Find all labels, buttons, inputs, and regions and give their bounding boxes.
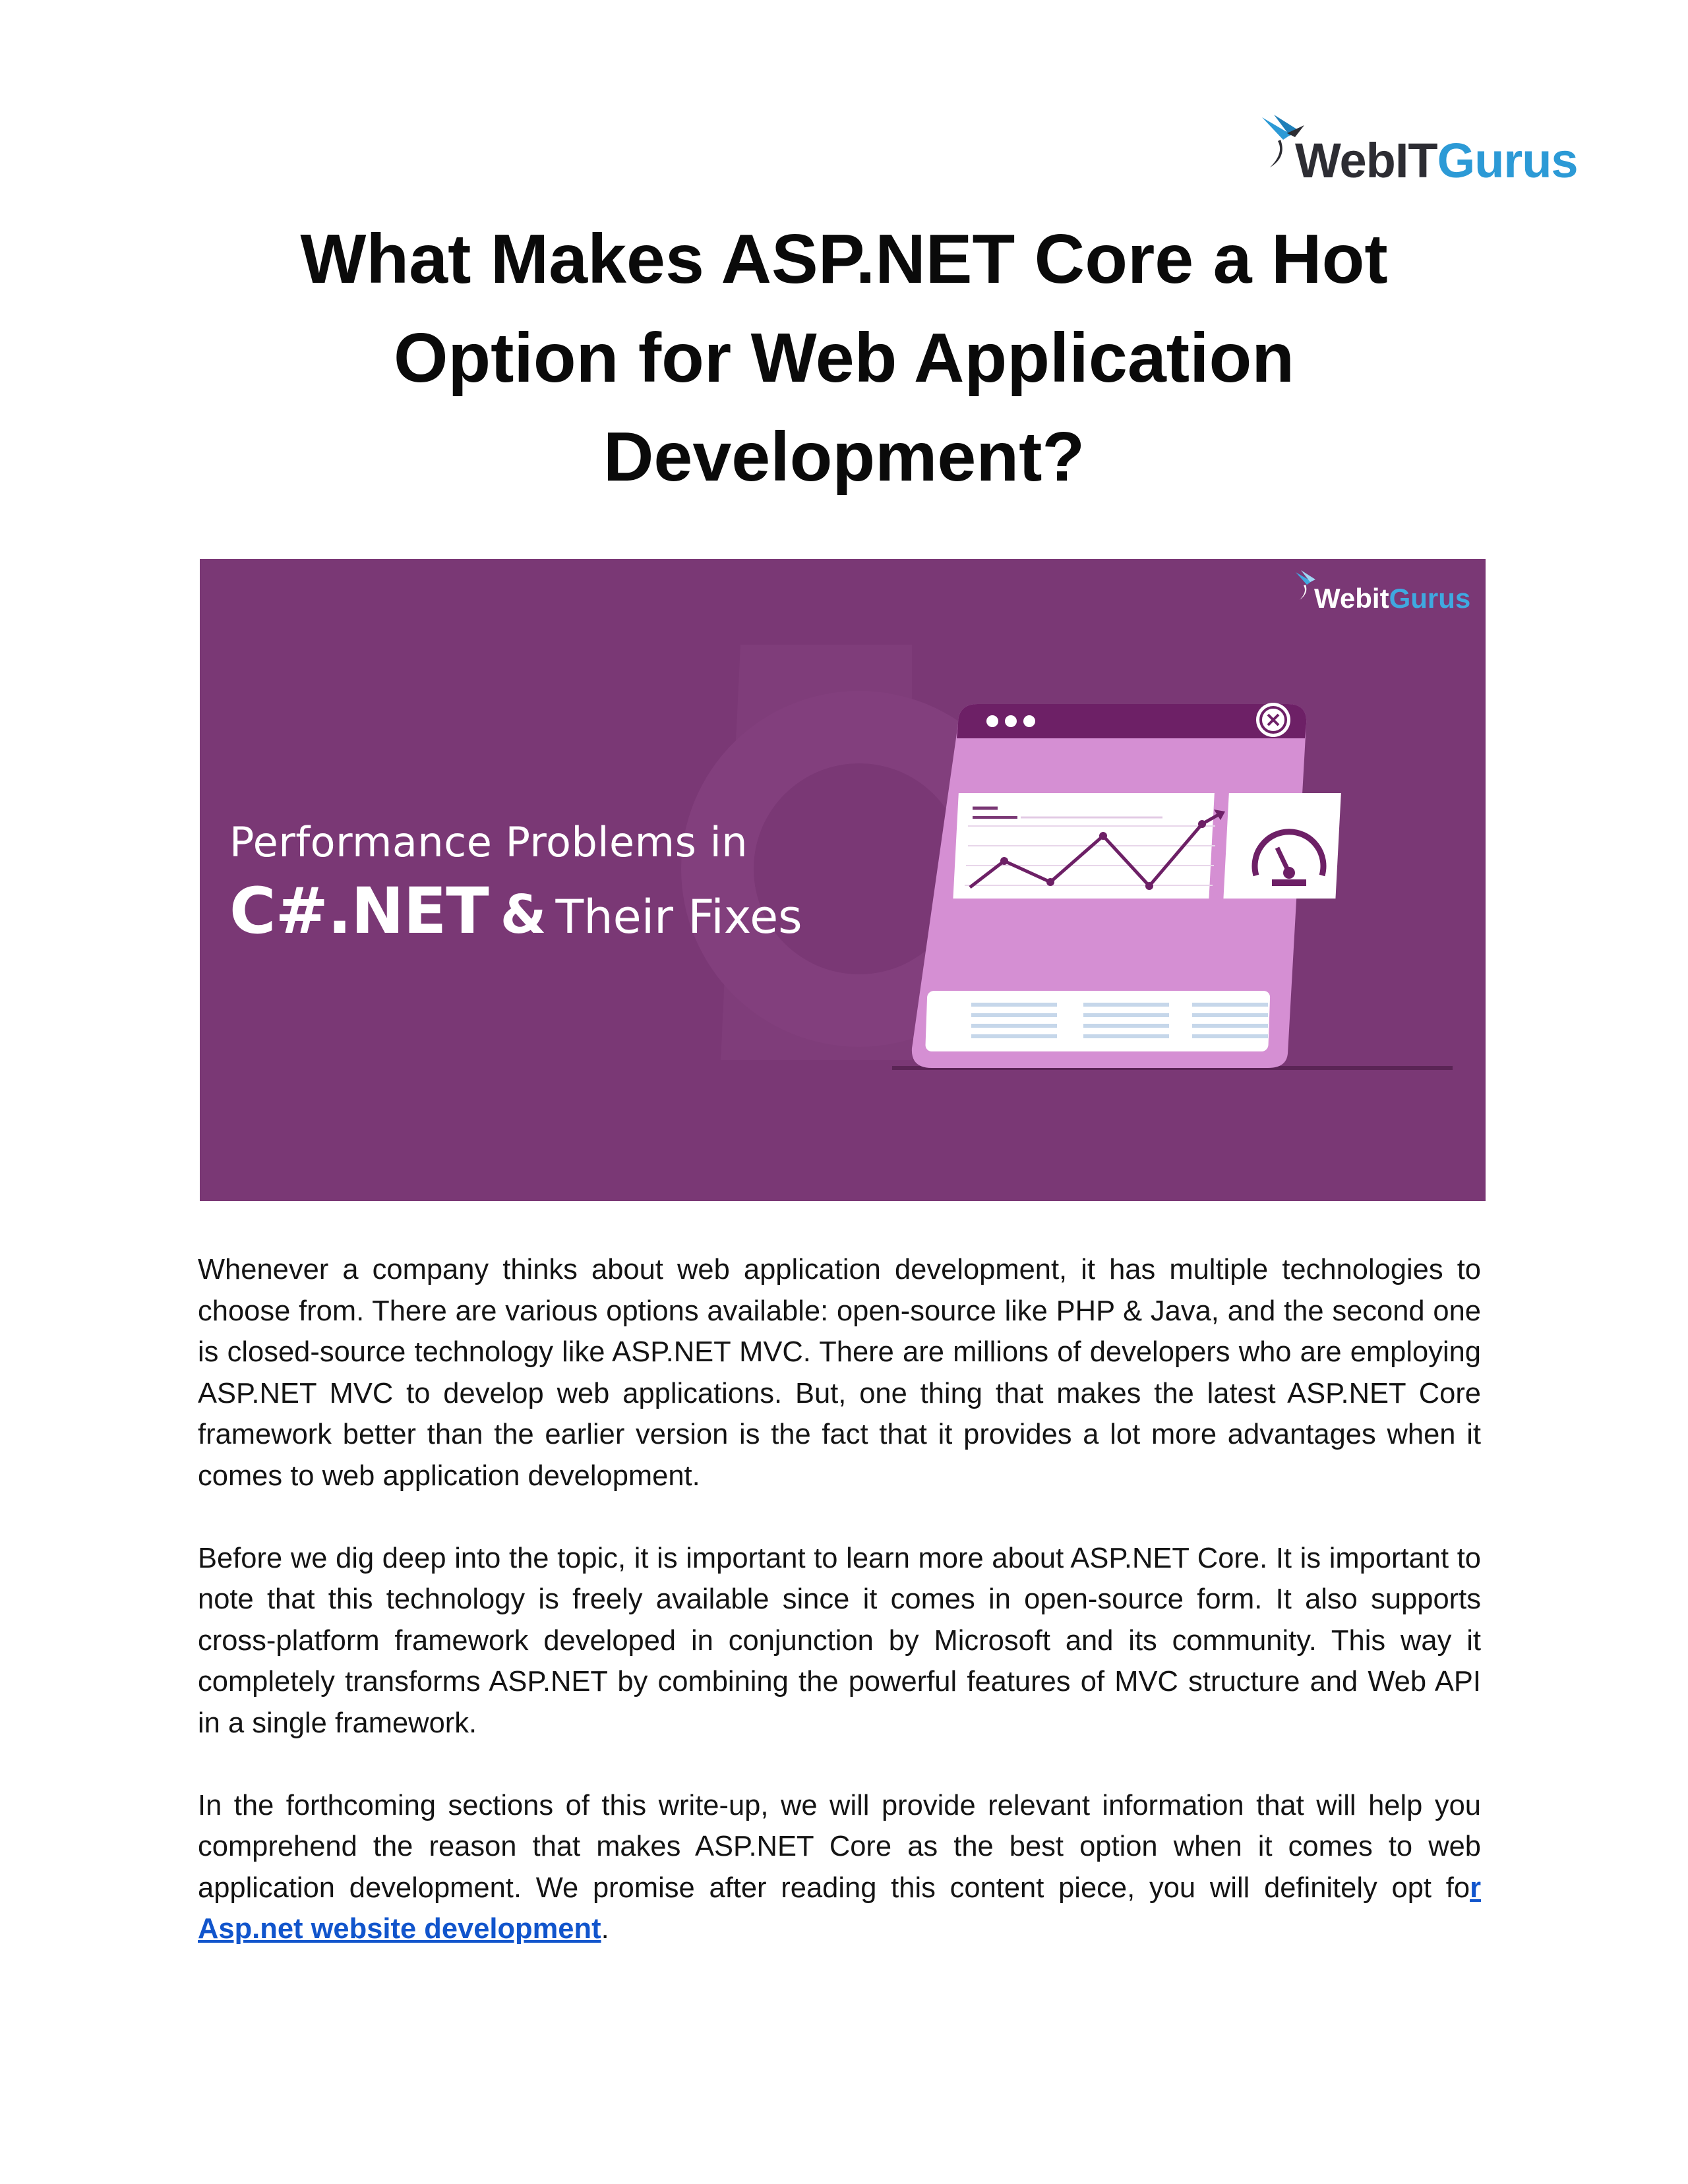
speedometer-card xyxy=(1223,793,1341,899)
banner-logo xyxy=(1294,568,1486,621)
banner-heading-csharp: C#.NET xyxy=(229,874,489,948)
title-line-3: Development? xyxy=(603,418,1085,496)
banner-heading-rest: Their Fixes xyxy=(555,890,802,944)
data-strip-card xyxy=(925,991,1270,1051)
banner-image xyxy=(200,559,1486,1201)
title-line-1: What Makes ASP.NET Core a Hot xyxy=(300,220,1388,298)
paragraph-2: Before we dig deep into the topic, it is important to learn more about ASP.NET Core. It is important to note that this technology is freely available since it comes in open-source form. It also supports cross-platform framework developed in conjunction by Microsoft and its community. This way it completely transforms ASP.NET by combining the powerful features of MVC structure and Web API in a single framework. xyxy=(198,1542,1481,1739)
banner-logo-part2: Gurus xyxy=(1389,583,1471,614)
dashboard-illustration xyxy=(892,678,1472,1113)
page-title xyxy=(165,210,1523,506)
paragraph-3 xyxy=(198,1785,1481,1950)
brand-logo xyxy=(1261,111,1578,188)
paragraph-1: Whenever a company thinks about web application development, it has multiple technologies to choose from. There are various options available: open-source like PHP & Java, and the second one is closed-source technology like ASP.NET MVC. There are millions of developers who are employing ASP.NET MVC to develop web applications. But, one thing that makes the latest ASP.NET Core framework better than the earlier version is the fact that it provides a lot more advantages when it comes to web application development. xyxy=(198,1254,1481,1492)
window-dot-1 xyxy=(986,715,998,727)
window-dot-3 xyxy=(1023,715,1035,727)
title-line-2: Option for Web Application xyxy=(393,319,1295,397)
window-dot-2 xyxy=(1005,715,1017,727)
banner-heading-line-1: Performance Problems in xyxy=(229,818,748,866)
article-body xyxy=(198,1249,1481,1991)
asp-net-development-link[interactable]: r Asp.net website development xyxy=(198,1872,1481,1945)
paragraph-3-text: In the forthcoming sections of this write-up, we will provide relevant information that will help you comprehend the reason that makes ASP.NET Core as the best option when it comes to web application development. We promise after reading this content piece, you will definitely opt fo xyxy=(198,1789,1481,1904)
banner-logo-part1: Webit xyxy=(1314,583,1389,614)
banner-logo-text xyxy=(1314,583,1470,614)
line-chart-card xyxy=(953,793,1225,899)
banner-heading xyxy=(229,816,802,962)
banner-heading-amp: & xyxy=(500,884,547,945)
logo-text-part2: Gurus xyxy=(1437,133,1578,188)
logo-text-part1: WebIT xyxy=(1295,133,1437,188)
window-close-icon xyxy=(1256,703,1290,737)
banner-heading-line-2 xyxy=(229,874,802,962)
brand-logo-text xyxy=(1295,134,1578,187)
paragraph-3-end: . xyxy=(601,1913,609,1945)
